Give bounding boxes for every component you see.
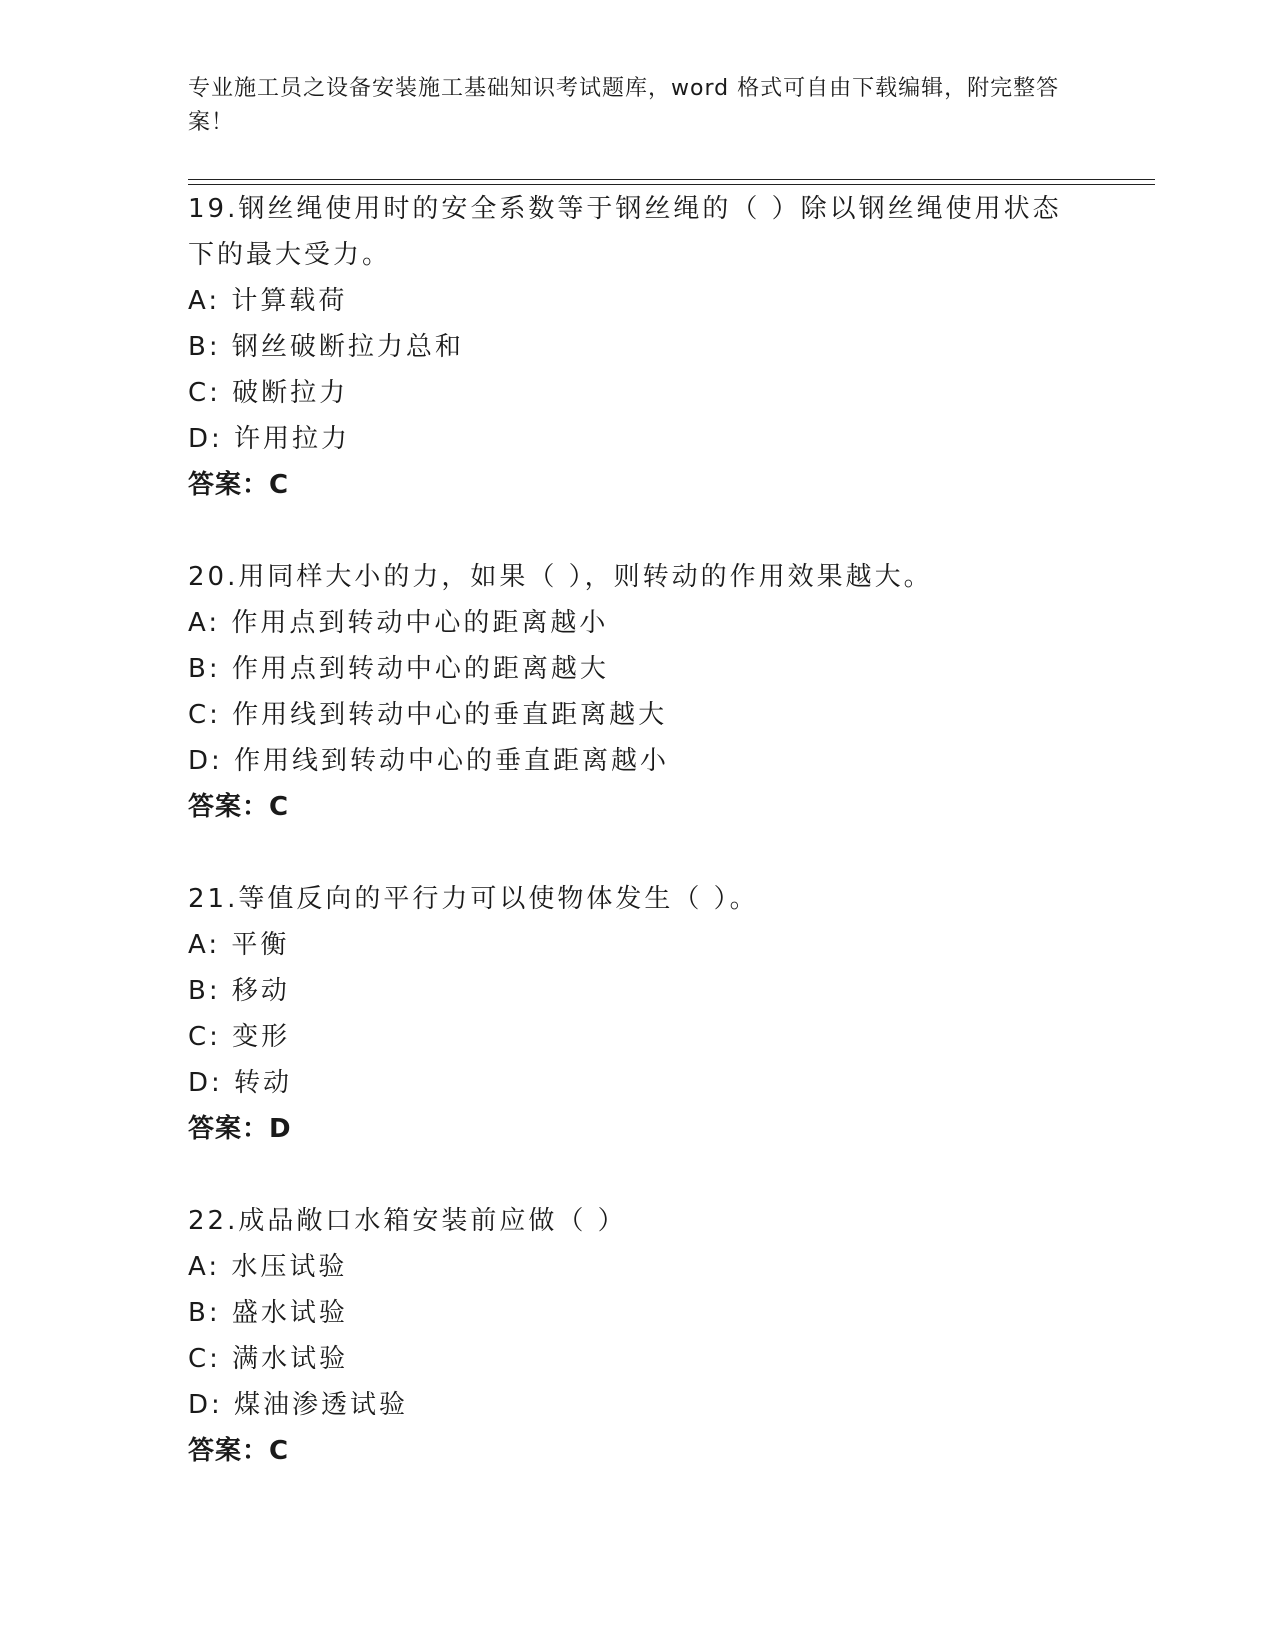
answer: 答案：D: [188, 1114, 292, 1144]
header-divider-bottom: [188, 184, 1155, 185]
option-c: C: 满水试验: [188, 1344, 349, 1374]
question-19: [188, 186, 1068, 508]
question-stem: 22.成品敞口水箱安装前应做（ ）: [188, 1206, 627, 1236]
option-d: D: 许用拉力: [188, 424, 351, 454]
option-b: B: 盛水试验: [188, 1298, 348, 1328]
option-a: A: 水压试验: [188, 1252, 348, 1282]
question-stem: 20.用同样大小的力，如果（ ），则转动的作用效果越大。: [188, 562, 933, 592]
option-a: A: 平衡: [188, 930, 290, 960]
option-b: B: 钢丝破断拉力总和: [188, 332, 464, 362]
option-d: D: 作用线到转动中心的垂直距离越小: [188, 746, 670, 776]
answer: 答案：C: [188, 470, 290, 500]
option-b: B: 移动: [188, 976, 290, 1006]
document-header: 专业施工员之设备安装施工基础知识考试题库，word 格式可自由下载编辑，附完整答案！: [188, 76, 1060, 135]
question-list: [188, 186, 1068, 1520]
option-a: A: 作用点到转动中心的距离越小: [188, 608, 609, 638]
option-d: D: 煤油渗透试验: [188, 1390, 409, 1420]
header-divider-top: [188, 179, 1155, 180]
option-d: D: 转动: [188, 1068, 293, 1098]
option-b: B: 作用点到转动中心的距离越大: [188, 654, 609, 684]
option-c: C: 变形: [188, 1022, 291, 1052]
question-stem: 21.等值反向的平行力可以使物体发生（ ）。: [188, 884, 759, 914]
option-c: C: 破断拉力: [188, 378, 349, 408]
answer: 答案：C: [188, 792, 290, 822]
question-stem: 19.钢丝绳使用时的安全系数等于钢丝绳的（ ）除以钢丝绳使用状态下的最大受力。: [188, 194, 1062, 270]
option-c: C: 作用线到转动中心的垂直距离越大: [188, 700, 668, 730]
question-22: [188, 1198, 1068, 1474]
answer: 答案：C: [188, 1436, 290, 1466]
question-21: [188, 876, 1068, 1152]
question-20: [188, 554, 1068, 830]
option-a: A: 计算载荷: [188, 286, 348, 316]
